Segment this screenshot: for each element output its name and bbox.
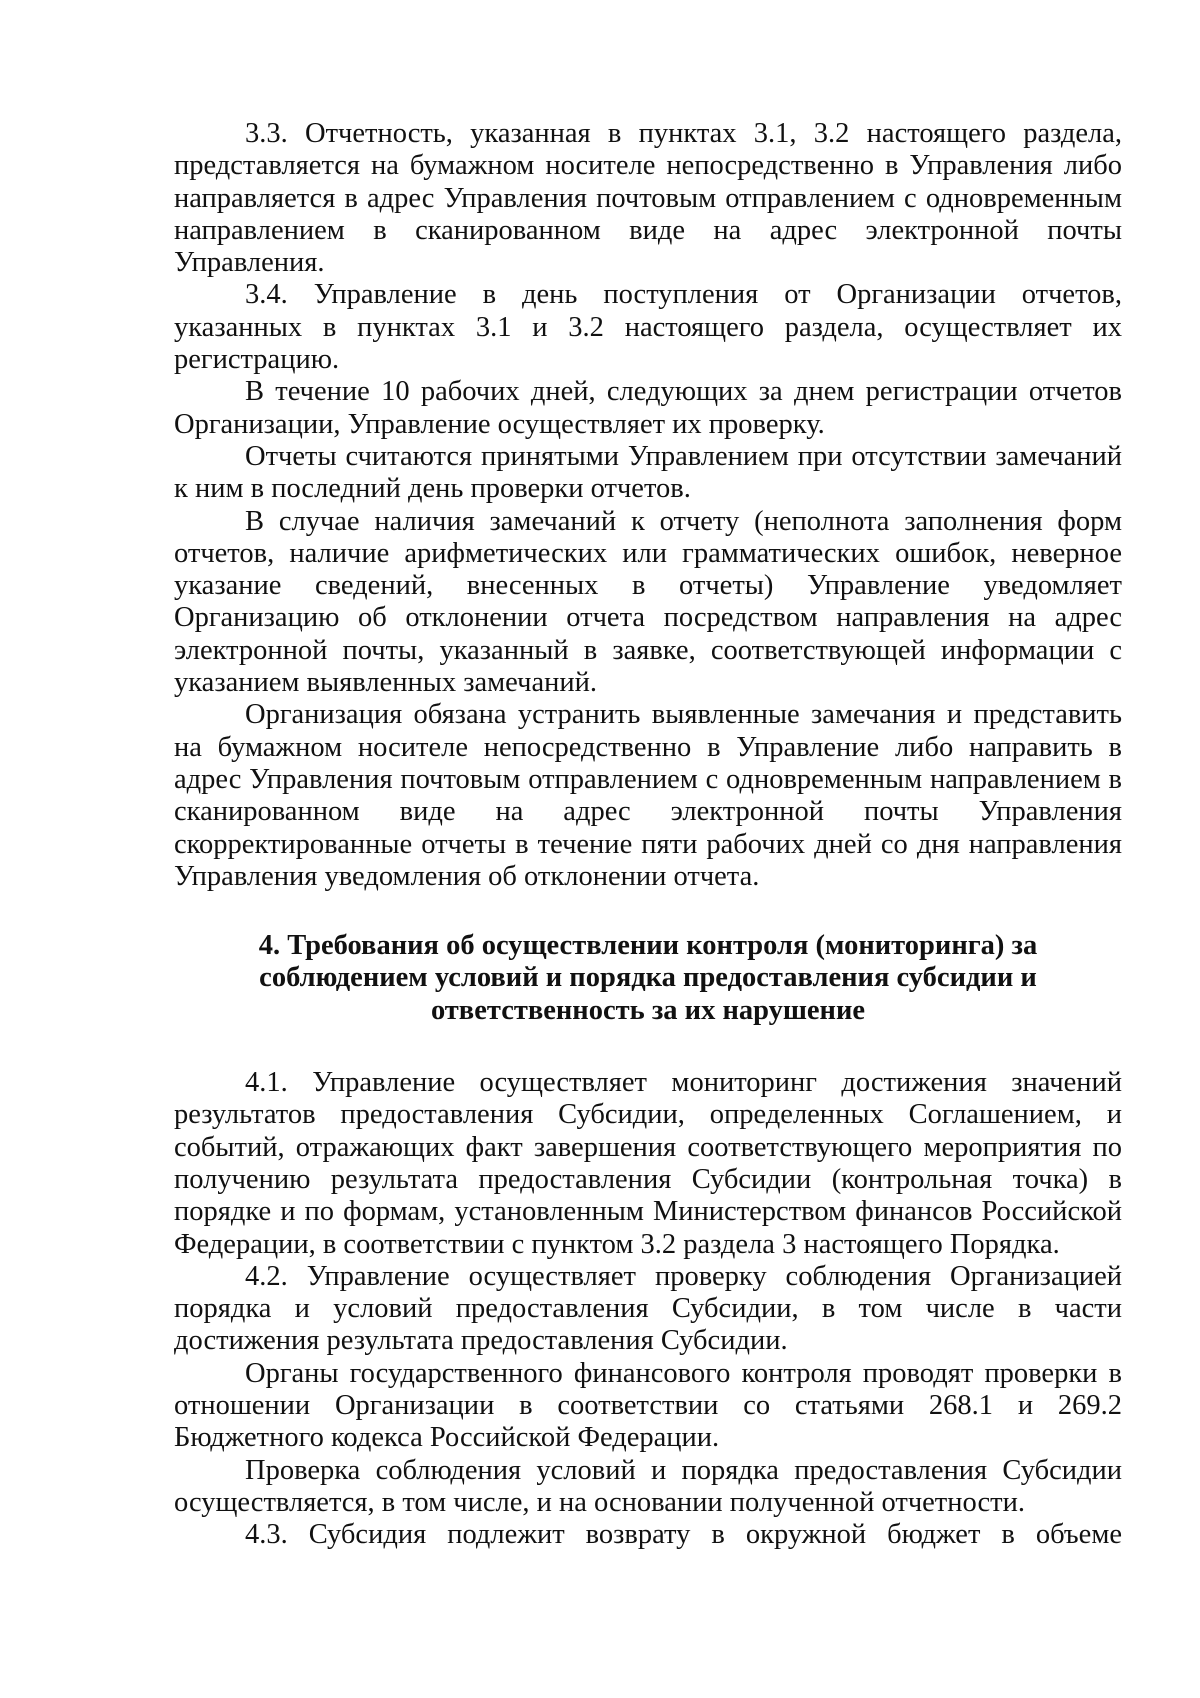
paragraph-remarks-notification: В случае наличия замечаний к отчету (неполнота заполнения форм отчетов, наличие арифметических или грамматических ошибок, неверное указание сведений, внесенных в отчеты) Управление уведомляет Организацию об отклонении отчета посредством направления на адрес электронной почты, указанный в заявке, соответствующей информации с указанием выявленных замечаний.: [174, 505, 1122, 699]
paragraph-reporting-basis: Проверка соблюдения условий и порядка предоставления Субсидии осуществляется, в том числе, и на основании полученной отчетности.: [174, 1454, 1122, 1518]
paragraph-verification-period: В течение 10 рабочих дней, следующих за днем регистрации отчетов Организации, Управление осуществляет их проверку.: [174, 376, 1122, 440]
paragraph-4-3: 4.3. Субсидия подлежит возврату в окружной бюджет в объеме: [245, 1519, 1122, 1551]
document-page: [174, 118, 1122, 1551]
paragraph-reports-accepted: Отчеты считаются принятыми Управлением при отсутствии замечаний к ним в последний день проверки отчетов.: [174, 440, 1122, 505]
section-4-heading: 4. Требования об осуществлении контроля (мониторинга) за соблюдением условий и порядка предоставления субсидии и ответственность за их нарушение: [258, 930, 1038, 1026]
paragraph-3-3: 3.3. Отчетность, указанная в пунктах 3.1, 3.2 настоящего раздела, представляется на бумажном носителе непосредственно в Управления либо направляется в адрес Управления почтовым отправлением с одновременным направлением в сканированном виде на адрес электронной почты Управления.: [174, 118, 1122, 279]
paragraph-4-2: 4.2. Управление осуществляет проверку соблюдения Организацией порядка и условий предоставления Субсидии, в том числе в части достижения результата предоставления Субсидии.: [174, 1260, 1122, 1357]
paragraph-financial-control: Органы государственного финансового контроля проводят проверки в отношении Организации в соответствии со статьями 268.1 и 269.2 Бюджетного кодекса Российской Федерации.: [174, 1357, 1122, 1454]
paragraph-corrections-duty: Организация обязана устранить выявленные замечания и представить на бумажном носителе непосредственно в Управление либо направить в адрес Управления почтовым отправлением с одновременным направлением в сканированном виде на адрес электронной почты Управления скорректированные отчеты в течение пяти рабочих дней со дня направления Управления уведомления об отклонении отчета.: [174, 699, 1122, 892]
paragraph-3-4: 3.4. Управление в день поступления от Организации отчетов, указанных в пунктах 3.1 и 3.2 настоящего раздела, осуществляет их регистрацию.: [174, 279, 1122, 376]
paragraph-4-1: 4.1. Управление осуществляет мониторинг достижения значений результатов предоставления Субсидии, определенных Соглашением, и событий, отражающих факт завершения соответствующего мероприятия по получению результата предоставления Субсидии (контрольная точка) в порядке и по формам, установленным Министерством финансов Российской Федерации, в соответствии с пунктом 3.2 раздела 3 настоящего Порядка.: [174, 1067, 1122, 1260]
